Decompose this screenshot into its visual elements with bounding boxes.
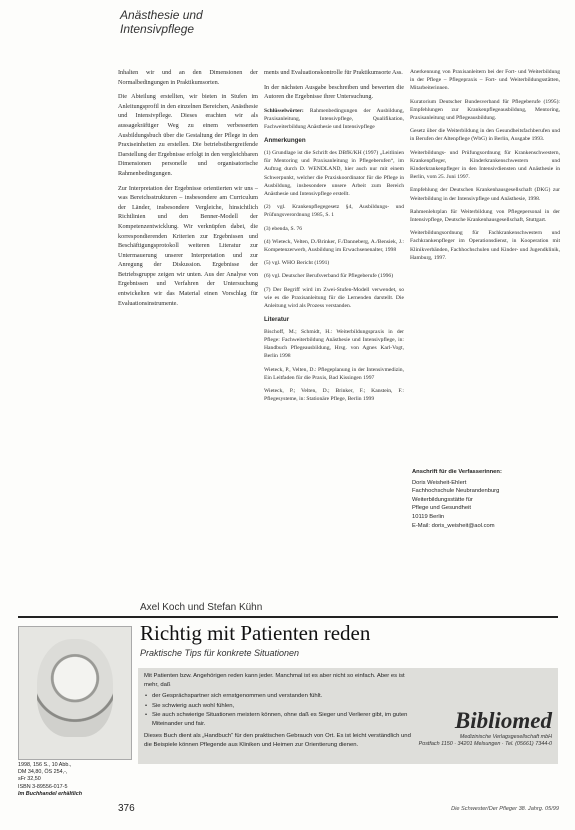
publisher-logo	[416, 708, 552, 748]
col2-paragraph: ments und Evaluationskontrolle für Praktikumsorte Ass.	[264, 69, 403, 76]
ad-bullet: • Sie auch schwierige Situationen meistern können, ohne daß es Sieger und Verlierer gibt, im guten Miteinander und fair.	[152, 711, 414, 729]
ad-bullet-list	[144, 692, 414, 729]
address-line: Fachhochschule Neubrandenburg	[412, 488, 500, 495]
page-number: 376	[118, 803, 135, 814]
reference-item: Empfehlung der Deutschen Krankenhausgesellschaft (DKG) zur Weiterbildung in der Intensivpflege und Anästhesie, 1998.	[410, 187, 560, 202]
book-meta	[18, 762, 133, 798]
ad-divider	[18, 616, 558, 618]
keywords-label: Schlüsselwörter:	[264, 107, 304, 114]
article-column-3	[410, 68, 560, 423]
notes-heading: Anmerkungen	[264, 137, 306, 145]
address-label: Anschrift für die Verfasserinnen:	[412, 469, 502, 475]
note-item: (1) Grundlage ist die Schrift des DBfK/KH (1997) „Leitlinien für Mentoring und Praxisanleitung in Pflegeberufen“, im Auftrag durch D. WENDLAND, hier auch nur mit einem Schwerpunkt, welcher die Praxiskoordinator für die Pflege in Ausbildung, insbesondere unsere Arbeit zum Bereich Anästhesie und Intensivpflege erstellt.	[264, 149, 404, 197]
ad-bullet: • Sie schwierig auch wohl fühlen,	[152, 702, 414, 711]
meta-line: sFr 32,50	[18, 776, 41, 783]
note-item: (7) Der Begriff wird im Zwei-Stufen-Modell verwendet, so wie es die Praxisanleitung für die Lernenden darstellt. Die Anleitung wird als Prozess verstanden.	[264, 286, 404, 310]
col1-paragraph: Inhalten wir und an den Dimensionen der Normalbedingungen in Praktikumsorten.	[118, 69, 258, 86]
note-item: (3) ebenda, S. 76	[264, 225, 303, 232]
col1-paragraph: Zur Interpretation der Ergebnisse orientierten wir uns – was Bereichsstrukturen – insbesondere am Curriculum der Länder, insbesondere Vergleiche, hinsichtlich Richtlinien und den Benner-Modell der Kompetenzentwicklung. Wir verknüpfen dabei, die korrespondierenden Kriterien zur Ergebnissen und Beschäftigungsprotokoll weiteren Literatur zur Untermauerung unserer Interpretation und zur Anregung der Diskussion. Ergebnisse der Betriebsgruppe zeigen wir unten. Aus der Analyse von Ergebnissen und Verfahren der Untersuchung entwickelten wir das Material einen Vorschlag für Evaluationsinstrumente.	[118, 184, 258, 307]
address-line: Doris Weisheit-Ehlert	[412, 479, 467, 486]
section-header	[120, 8, 203, 36]
ad-subtitle: Praktische Tips für konkrete Situationen	[140, 648, 299, 658]
address-line: Pflege und Gesundheit	[412, 505, 471, 512]
reference-item: Kuratorium Deutscher Bundesverband für Pflegeberufe (1995): Empfehlungen zur Krankenpflegeausbildung, Mentoring, Praxisanleitung und Pflegeausbildung.	[410, 98, 560, 122]
journal-footer: Die Schwester/Der Pfleger 38. Jahrg. 05/99	[451, 806, 559, 812]
literature-item: Bischoff, M.; Schmidt, H.: Weiterbildungspraxis in der Pflege: Fachweiterbildung Anästhesie und Intensivpflege, in: Handbuch Pflegeausbildung, Hrsg. von Agnes Karl-Vogt, Berlin 1998	[264, 328, 404, 360]
reference-item: Rahmenlehrplan für Weiterbildung von Pflegepersonal in der Intensivpflege, Deutsche Krankenhausgesellschaft, Stuttgart.	[410, 208, 560, 224]
availability-note: Im Buchhandel erhältlich	[18, 790, 83, 797]
ad-text	[144, 672, 414, 751]
literature-item: Wieteck, P., Velten, D.: Pflegeplanung in der Intensivmedizin, Ein Leitfaden für die Praxis, Bad Kissingen 1997	[264, 366, 404, 381]
reference-item: Weiterbildungs- und Prüfungsordnung für Krankenschwestern, Krankenpfleger, Kinderkrankenschwestern und Kinderkrankenpfleger in den Intensivdiensten und Anästhesie in Berlin, vom 25. Juni 1997.	[410, 149, 560, 181]
publisher-tagline: Medizinische Verlagsgesellschaft mbH	[459, 734, 552, 740]
literature-item: Wieteck, P.; Velten, D.; Brinker, F.; Kanstein, F.: Pflegesysteme, in: Stationäre Pflege, Berlin 1999	[264, 388, 404, 403]
reference-item: Weiterbildungsordnung für Fachkrankenschwestern und Fachkrankenpfleger im Operationsdienst, in Kooperation mit Klinikverbänden, Fachhochschulen und Kinder- und Jugendklinik, Hamburg, 1997.	[410, 230, 560, 261]
article-column-2	[264, 68, 404, 598]
book-cover-image	[18, 626, 132, 760]
ad-panel	[138, 668, 558, 764]
address-line: E-Mail: doris_weisheit@aol.com	[412, 522, 495, 529]
keywords	[264, 107, 404, 132]
ad-intro: Mit Patienten bzw. Angehörigen reden kann jeder. Manchmal ist es aber nicht so einfach. Aber es ist mehr, daß	[144, 673, 405, 689]
note-item: (4) Wieteck, Velten, D./Brinker, F./Danneberg, A./Bensiek, J.: Kompetenzerwerb, Ausbildung im Erwachsenenalter, 1998	[264, 238, 404, 254]
faces-illustration	[37, 639, 113, 737]
keywords-text: Rahmenbedingungen der Ausbildung, Praxisanleitung, Intensivpflege, Qualifikation, Fachweiterbildung Anästhesie und Intensivpflege	[264, 107, 404, 131]
note-item: (2) vgl. Krankenpflegegesetz §4, Ausbildungs- und Prüfungsverordnung 1985, S. 1	[264, 204, 404, 219]
author-address	[412, 468, 560, 530]
publisher-name: Bibliomed	[454, 708, 552, 733]
ad-authors: Axel Koch und Stefan Kühn	[140, 602, 263, 613]
address-line: Weiterbildungsstätte für	[412, 496, 473, 503]
address-line: 10119 Berlin	[412, 513, 445, 520]
literature-heading: Literatur	[264, 316, 290, 324]
meta-line: 1998, 156 S., 10 Abb.,	[18, 762, 72, 768]
reference-item: Gesetz über die Weiterbildung in den Gesundheitsfachberufen und in Berufen der Altenpflege (WbG) in Berlin, Ausgabe 1993.	[410, 128, 560, 143]
literature-list	[264, 328, 404, 404]
ad-bullet: • der Gesprächspartner sich ernstgenommen und verstanden fühlt.	[152, 692, 414, 701]
article-column-1	[118, 68, 258, 598]
reference-item: Anerkennung von Praxisanleitern bei der Fort- und Weiterbildung in der Pflege – Pflegepraxis – Fort- und Weiterbildungsstätten, Mitarbeiterinnen.	[410, 69, 560, 92]
meta-line: DM 34,80, ÖS 254,-,	[18, 769, 68, 776]
note-item: (5) vgl. WHO Bericht (1991)	[264, 260, 330, 267]
notes-list	[264, 149, 404, 310]
note-item: (6) vgl. Deutscher Berufsverband für Pflegeberufe (1996)	[264, 273, 394, 280]
header-line-2: Intensivpflege	[120, 22, 195, 36]
ad-title: Richtig mit Patienten reden	[140, 621, 371, 645]
header-line-1: Anästhesie und	[120, 8, 203, 22]
ad-outro: Dieses Buch dient als „Handbuch“ für den praktischen Gebrauch von Ort. Es ist leicht verständlich und die Beispiele können Pflegende aus Kliniken und Heimen zur Orientierung dienen.	[144, 733, 411, 749]
col1-paragraph: Die Abteilung erstellten, wir bieten in Stufen im Anleitungsprofil in den einzelnen Bereichen, Anästhesie und Intensivpflege. Dieses erachten wir als aussagekräftiger Weg zu einem verbesserten Ausbildungsbuch über die Gestaltung der Pflege in den Praxiseinheiten zu erstellen. Die betriebsübergreifende Darstellung der Ergebnisse erfolgt in den vergleichbaren Dimensionen personelle und organisatorische Rahmenbedingungen.	[118, 93, 258, 177]
meta-line: ISBN 3-89556-017-5	[18, 783, 68, 790]
publisher-contact: Postfach 1150 · 34201 Melsungen · Tel. (05661) 7344-0	[418, 741, 552, 747]
col2-paragraph: In der nächsten Ausgabe beschreiben und bewerten die Autoren die Ergebnisse ihrer Untersuchung.	[264, 83, 404, 101]
